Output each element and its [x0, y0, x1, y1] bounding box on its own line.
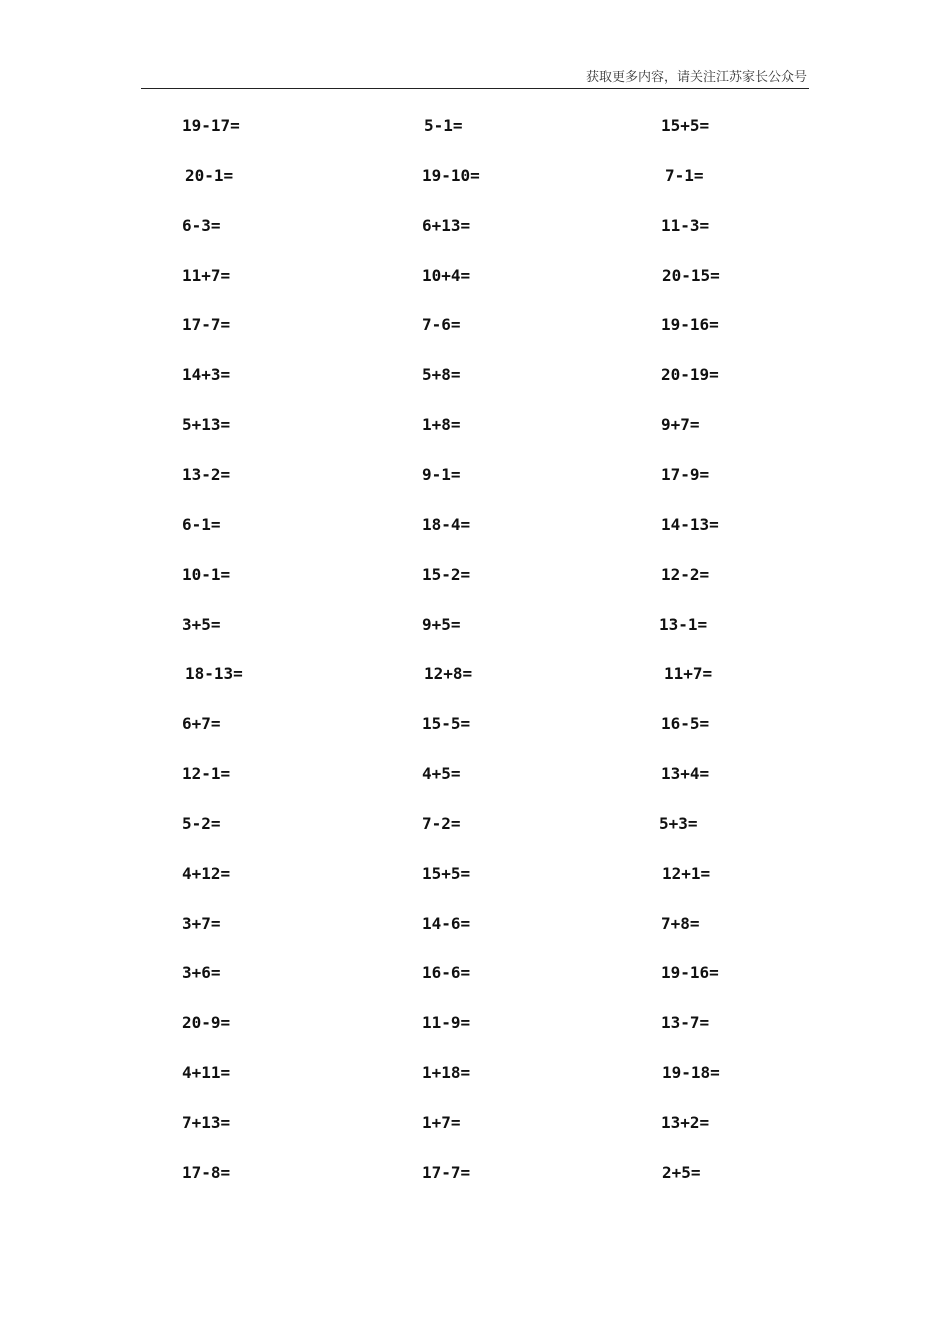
problem-item: 15-5=: [422, 714, 471, 733]
problem-item: 1+18=: [422, 1063, 471, 1082]
problem-item: 15+5=: [422, 864, 471, 883]
problem-item: 12-1=: [182, 764, 231, 783]
problem-item: 20-15=: [662, 266, 720, 285]
problem-item: 7+13=: [182, 1113, 231, 1132]
problem-item: 5+13=: [182, 415, 231, 434]
problem-item: 11-9=: [422, 1013, 471, 1032]
problem-item: 15+5=: [661, 116, 710, 135]
problem-item: 14-13=: [661, 515, 719, 534]
problem-item: 1+7=: [422, 1113, 461, 1132]
problem-item: 9-1=: [422, 465, 461, 484]
problem-item: 14+3=: [182, 365, 231, 384]
problem-item: 3+6=: [182, 963, 221, 982]
problem-item: 5-1=: [424, 116, 463, 135]
problem-item: 10-1=: [182, 565, 231, 584]
problem-item: 2+5=: [662, 1163, 701, 1182]
problem-item: 6+7=: [182, 714, 221, 733]
problem-item: 19-16=: [661, 963, 719, 982]
problem-item: 16-5=: [661, 714, 710, 733]
problem-item: 4+11=: [182, 1063, 231, 1082]
problem-item: 5-2=: [182, 814, 221, 833]
problem-item: 17-9=: [661, 465, 710, 484]
problem-item: 18-4=: [422, 515, 471, 534]
problem-item: 6-1=: [182, 515, 221, 534]
problem-item: 11+7=: [664, 664, 713, 683]
header-note: 获取更多内容，请关注江苏家长公众号: [585, 70, 807, 85]
problem-item: 16-6=: [422, 963, 471, 982]
problem-item: 7-6=: [422, 315, 461, 334]
problem-item: 5+8=: [422, 365, 461, 384]
problem-item: 5+3=: [659, 814, 698, 833]
problem-item: 13-2=: [182, 465, 231, 484]
problem-item: 12+1=: [662, 864, 711, 883]
problem-item: 15-2=: [422, 565, 471, 584]
problem-item: 13+2=: [661, 1113, 710, 1132]
problem-item: 12+8=: [424, 664, 473, 683]
problem-item: 18-13=: [185, 664, 243, 683]
problem-item: 20-19=: [661, 365, 719, 384]
problem-item: 19-18=: [662, 1063, 720, 1082]
problem-item: 3+5=: [182, 615, 221, 634]
problem-item: 9+5=: [422, 615, 461, 634]
problem-item: 11+7=: [182, 266, 231, 285]
problem-item: 10+4=: [422, 266, 471, 285]
problem-item: 20-1=: [185, 166, 234, 185]
problem-item: 20-9=: [182, 1013, 231, 1032]
problem-item: 9+7=: [661, 415, 700, 434]
problem-item: 19-17=: [182, 116, 240, 135]
problem-item: 19-16=: [661, 315, 719, 334]
problem-item: 11-3=: [661, 216, 710, 235]
problem-item: 13-7=: [661, 1013, 710, 1032]
problem-item: 6+13=: [422, 216, 471, 235]
problem-item: 7-1=: [665, 166, 704, 185]
problem-item: 12-2=: [661, 565, 710, 584]
problem-item: 7-2=: [422, 814, 461, 833]
problem-item: 1+8=: [422, 415, 461, 434]
problem-item: 3+7=: [182, 914, 221, 933]
problem-item: 17-8=: [182, 1163, 231, 1182]
problem-item: 6-3=: [182, 216, 221, 235]
problem-item: 13-1=: [659, 615, 708, 634]
problem-item: 17-7=: [182, 315, 231, 334]
problem-item: 4+5=: [422, 764, 461, 783]
problem-item: 19-10=: [422, 166, 480, 185]
problem-item: 13+4=: [661, 764, 710, 783]
problem-item: 7+8=: [661, 914, 700, 933]
problem-item: 14-6=: [422, 914, 471, 933]
problem-item: 17-7=: [422, 1163, 471, 1182]
problem-item: 4+12=: [182, 864, 231, 883]
